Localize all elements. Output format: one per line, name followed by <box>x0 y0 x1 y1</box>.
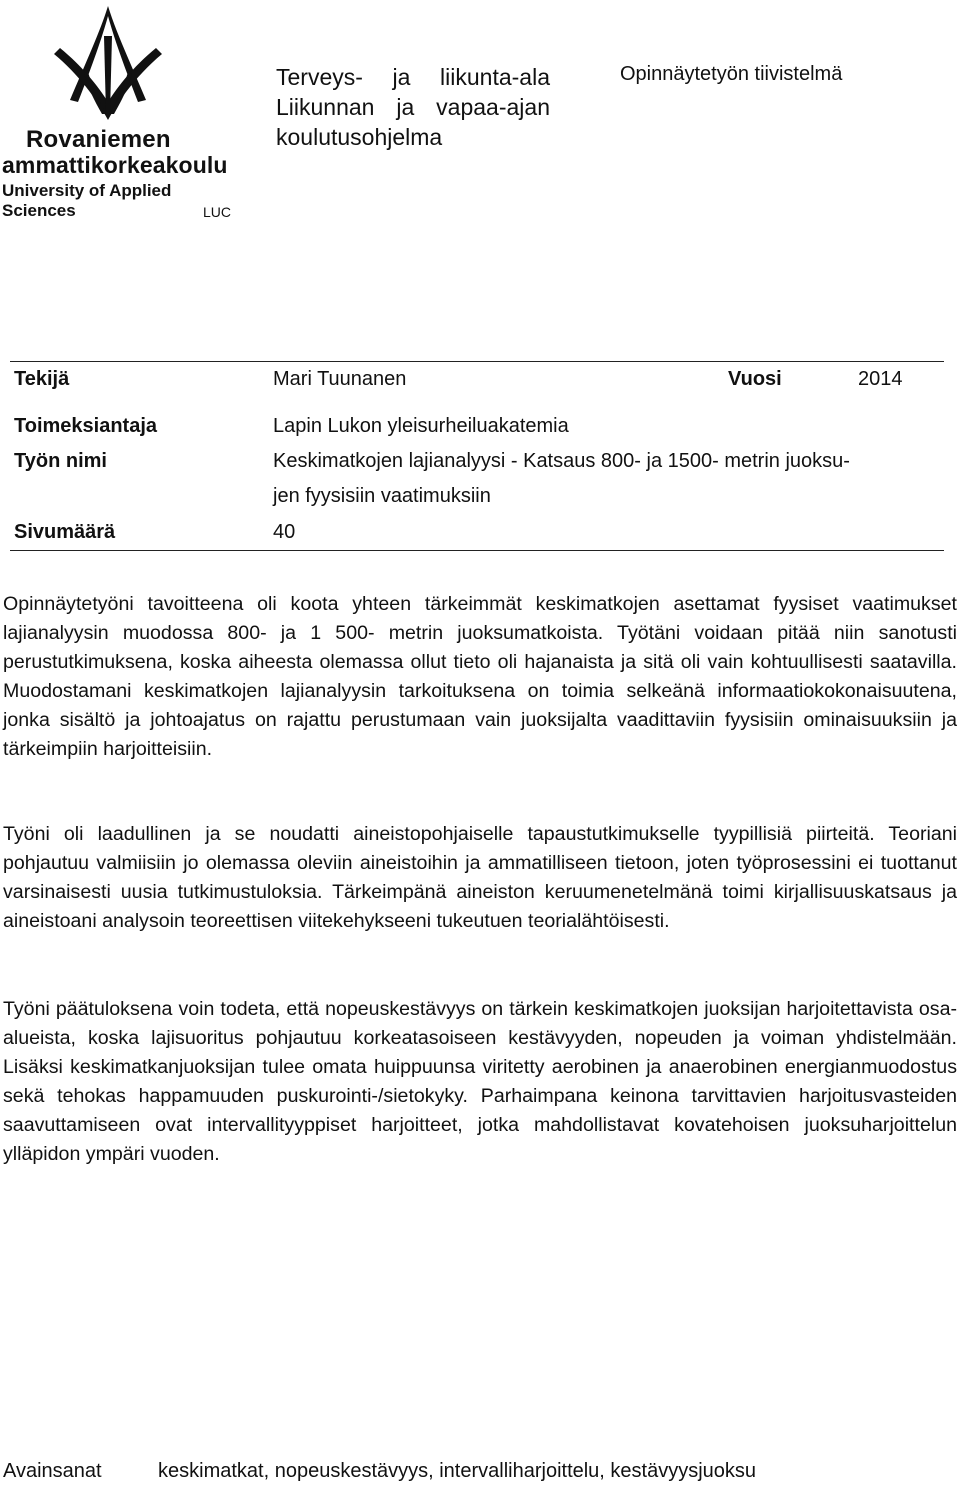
keywords-label: Avainsanat <box>3 1460 102 1482</box>
pages-label: Sivumäärä <box>14 521 116 543</box>
document-type: Opinnäytetyön tiivistelmä <box>620 63 843 85</box>
pages-value: 40 <box>273 521 296 543</box>
keywords-value: keskimatkat, nopeuskestävyys, intervalliharjoittelu, kestävyysjuoksu <box>158 1460 757 1482</box>
logo-name-line2: ammattikorkeakoulu <box>2 152 228 178</box>
abstract-paragraph-1: Opinnäytetyöni tavoitteena oli koota yhteen tärkeimmät keskimatkojen asettamat fyysiset vaatimukset lajianalyysin muodossa 800- ja 1 500- metrin juoksumatkoista. Työtäni voidaan pitää niin sanotusti perustutkimuksena, koska aiheesta olemassa ollut tieto oli hajanaista ja sitä oli vain kohtuullisesti saatavilla. Muodostamani keskimatkojen lajianalyysin tarkoituksena on toimia selkeänä informaatiokokonaisuutena, jonka sisältö ja johtoajatus on rajattu perustumaan vain juoksijalta vaadittaviin fyysisiin ominaisuuksiin ja tärkeimpiin harjoitteisiin. <box>3 593 957 760</box>
commissioner-value: Lapin Lukon yleisurheiluakatemia <box>273 415 569 437</box>
year-value: 2014 <box>858 368 903 390</box>
author-value: Mari Tuunanen <box>273 368 407 390</box>
table-top-rule <box>10 361 944 362</box>
title-value-line1: Keskimatkojen lajianalyysi - Katsaus 800- ja 1500- metrin juoksu- <box>273 450 850 472</box>
logo-emblem-icon <box>48 2 168 124</box>
university-logo <box>0 2 232 224</box>
title-label: Työn nimi <box>14 450 107 472</box>
logo-name-line3: University of Applied Sciences <box>2 181 172 220</box>
abstract-paragraph-3: Työni päätuloksena voin todeta, että nopeuskestävyys on tärkein keskimatkojen juoksijan harjoitettavista osa-alueista, koska lajisuoritus pohjautuu korkeatasoiseen kestävyyden, nopeuden ja voiman yhdistelmään. Lisäksi keskimatkanjuoksijan tulee omata huippuunsa viritetty aerobinen ja anaerobinen energianmuodostus sekä tehokas happamuuden puskurointi-/sietokyky. Parhaimpana keinona tarvittavien harjoitusvasteiden saavuttamiseen ovat intervallityyppiset harjoitteet, jotka mahdollistavat kovatehoisen juoksuharjoittelun ylläpidon ympäri vuoden. <box>3 998 957 1165</box>
commissioner-label: Toimeksiantaja <box>14 415 158 437</box>
title-value-line2: jen fyysisiin vaatimuksiin <box>273 485 491 507</box>
logo-name-line1: Rovaniemen <box>26 126 171 153</box>
abstract-paragraph-2: Työni oli laadullinen ja se noudatti aineistopohjaiselle tapaustutkimukselle tyypillisiä piirteitä. Teoriani pohjautuu valmiisiin jo olemassa oleviin aineistoihin ja ammatilliseen tietoon, joten työprosessini ei tuottanut varsinaisesti uusia tutkimustuloksia. Tärkeimpänä aineiston keruumenetelmänä toimi kirjallisuuskatsaus ja aineistoani analysoin teoreettisen viitekehykseeni tukeutuen teorialähtöisesti. <box>3 823 957 932</box>
department-heading: Terveys- ja liikunta-ala Liikunnan ja vapaa-ajan koulutusohjelma <box>276 64 550 150</box>
author-label: Tekijä <box>14 368 70 390</box>
logo-name-line4: LUC <box>203 204 232 220</box>
year-label: Vuosi <box>728 368 782 390</box>
table-bottom-rule <box>10 550 944 551</box>
